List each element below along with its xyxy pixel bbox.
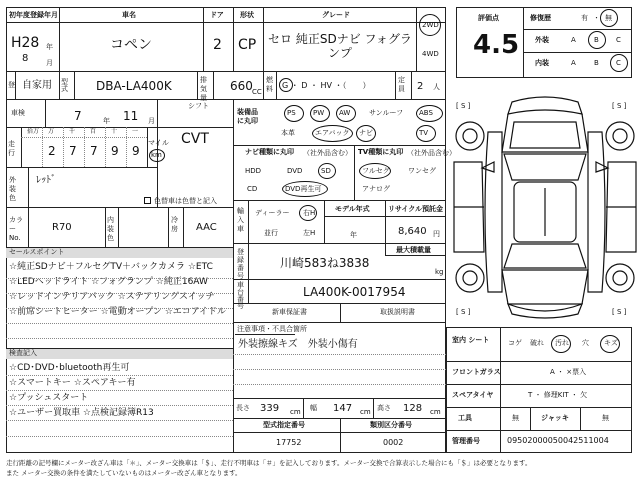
chassis-label: 車台番号 <box>237 281 244 310</box>
notes-text: 外装擦線キズ 外装小傷有 <box>238 339 358 350</box>
sales-point-line: ☆レッドインテリアパック ☆ステアリングスイッチ <box>9 292 215 302</box>
first-reg-era: H28 <box>11 35 40 51</box>
score-label: 評価点 <box>478 14 499 22</box>
navi-option: CD <box>247 185 258 193</box>
mileage-cell-divider <box>84 127 85 167</box>
interior-b: B <box>594 59 599 67</box>
mileage-digit: 7 <box>90 144 98 158</box>
seat-option: 穴 <box>582 339 589 347</box>
first-reg-month-unit: 月 <box>46 59 53 67</box>
exterior-a: A <box>571 36 576 44</box>
seat-option: キズ <box>604 339 618 347</box>
import-left-h: 左H <box>303 229 316 237</box>
sales-point-line: ☆LEDヘッドライト ☆フォグランプ ☆純正16AW <box>9 277 208 287</box>
spare-tire-options: T ・ 修理KIT ・ 欠 <box>528 391 588 399</box>
svg-text:[ S ]: [ S ] <box>612 308 627 316</box>
ac-value: AAC <box>196 222 217 233</box>
sales-point-line: ☆純正SDナビ＋フルセグTV＋バックカメラ ☆ETC <box>9 262 213 272</box>
drive-4wd: 4WD <box>422 50 439 58</box>
recycle-unit: 円 <box>433 230 440 238</box>
import-parallel: 並行 <box>264 229 278 237</box>
mileage-unit-label: 百 <box>90 128 97 135</box>
body-type-value: CP <box>238 37 257 53</box>
model-name: コペン <box>110 37 152 53</box>
reg-type-mark: 登 <box>8 81 15 89</box>
inspection-month-unit: 月 <box>148 117 155 125</box>
width-unit: cm <box>360 408 371 416</box>
equipment-item: PW <box>313 109 325 117</box>
interior-seat-options <box>500 327 632 361</box>
import-right-h: 右H <box>303 209 316 217</box>
class-code-label: 類別区分番号 <box>370 421 412 429</box>
chassis-value: LA400K-0017954 <box>303 285 406 299</box>
tv-option: アナログ <box>362 185 390 193</box>
import-dealer: ディーラー <box>255 209 290 217</box>
interior-color-label: 内装色 <box>107 216 114 242</box>
front-glass-label: フロントガラス <box>452 368 501 376</box>
model-code: DBA-LA400K <box>96 79 172 93</box>
tools-value: 無 <box>512 414 519 422</box>
width-label: 幅 <box>310 404 317 412</box>
manual-label: 取扱説明書 <box>380 308 415 316</box>
mileage-unit-label: 十 <box>111 128 118 135</box>
tv-label: TV種類に丸印 <box>358 148 404 156</box>
mileage-cell-divider <box>126 127 127 167</box>
max-load-label: 最大積載量 <box>396 246 431 254</box>
model-name-label: 車名 <box>122 11 136 19</box>
fuel-label: 燃料 <box>266 76 273 93</box>
interior-grade-label: 内装 <box>535 59 549 67</box>
degree-label: 修復歴 <box>530 14 551 22</box>
jack-value: 無 <box>602 414 609 422</box>
exterior-selected-circle <box>588 31 606 49</box>
mileage-unit-label: 万 <box>48 128 55 135</box>
tv-option: フルセグ <box>362 167 390 175</box>
capacity-value: 2 <box>417 81 424 92</box>
exterior-grade-label: 外装 <box>535 36 549 44</box>
model-code-label: 型式 <box>61 78 68 93</box>
displacement-label: 排気量 <box>200 76 207 102</box>
mileage-cell-divider <box>42 127 43 167</box>
length-unit: cm <box>290 408 301 416</box>
tv-option: ワンセグ <box>408 167 436 175</box>
inspection-year-unit: 年 <box>103 117 110 125</box>
recycle-value: 8,640 <box>398 226 427 237</box>
doors-label: ドア <box>210 11 224 19</box>
equipment-item: TV <box>419 129 429 137</box>
tv-options <box>354 158 446 200</box>
inspector-note-line: ☆プッシュスタート <box>9 393 89 403</box>
color-code-value: R70 <box>52 222 72 233</box>
mileage-cell-divider <box>63 127 64 167</box>
first-reg-label: 初年度登録年月 <box>9 11 58 19</box>
interior-c: C <box>616 59 621 67</box>
color-change-checkbox <box>144 197 151 204</box>
mileage-cell-divider <box>105 127 106 167</box>
svg-text:[ S ]: [ S ] <box>456 102 471 110</box>
degree-opt-yes: 有 <box>581 14 588 22</box>
mileage-label: 走行 <box>8 140 15 157</box>
equipment-item: サンルーフ <box>369 109 404 117</box>
inspection-year: 7 <box>74 109 82 123</box>
degree-selected-circle <box>600 9 618 27</box>
import-label: 輸入車 <box>237 207 244 233</box>
class-code-value: 0002 <box>383 438 404 447</box>
height-unit: cm <box>430 408 441 416</box>
navi-label: ナビ種類に丸印 <box>245 148 294 156</box>
score-value: 4.5 <box>473 30 520 60</box>
car-damage-diagram <box>452 92 638 322</box>
inspection-month: 11 <box>123 109 139 123</box>
equipment-item: PS <box>287 109 296 117</box>
reg-number-label: 登録番号 <box>237 248 244 280</box>
interior-seat-label: 室内 シート <box>452 336 490 344</box>
shift-label: シフト <box>188 102 209 110</box>
svg-text:[ S ]: [ S ] <box>612 102 627 110</box>
seat-option: コゲ <box>508 339 522 347</box>
km-label: km <box>151 151 162 159</box>
width-value: 147 <box>333 403 353 414</box>
height-value: 128 <box>403 403 423 414</box>
mileage-digits <box>21 127 147 167</box>
sales-point-line: ☆前席シートヒーター ☆電動オープン ☆エコアイドル <box>9 307 226 317</box>
equipment-items <box>233 99 446 145</box>
interior-selected-circle <box>610 54 628 72</box>
manage-no-label: 管理番号 <box>452 437 480 445</box>
inspection-label: 車検 <box>11 109 25 117</box>
equipment-item: エアバック <box>315 129 350 137</box>
degree-opt-no: 無 <box>605 14 612 22</box>
mileage-digit: 7 <box>69 144 77 158</box>
navi-options <box>233 158 354 200</box>
grade-value: セロ 純正SDナビ フォグラ ンプ <box>268 32 412 60</box>
fuel-selected-circle <box>279 78 293 92</box>
notes-label: 注意事項・不具合箇所 <box>237 325 307 333</box>
warranty-label: 新車保証書 <box>272 308 307 316</box>
interior-a: A <box>571 59 576 67</box>
mileage-digit: 9 <box>111 144 119 158</box>
type-code-value: 17752 <box>276 438 302 447</box>
length-label: 長さ <box>236 404 250 412</box>
inspector-note-line: ☆ユーザー買取車 ☆点検記録簿R13 <box>9 408 154 418</box>
first-reg-year-unit: 年 <box>46 43 53 51</box>
svg-text:[ S ]: [ S ] <box>456 308 471 316</box>
max-load-unit: kg <box>435 268 444 276</box>
fuel-options: G ・ D ・ HV ・（ ） <box>282 81 371 90</box>
tools-label: 工具 <box>458 414 472 422</box>
exterior-color-value: ﾚｯﾄﾞ <box>36 175 56 186</box>
displacement-unit: CC <box>252 88 262 96</box>
height-label: 高さ <box>377 404 391 412</box>
type-code-label: 型式指定番号 <box>263 421 305 429</box>
navi-option: HDD <box>245 167 262 175</box>
equipment-item: ABS <box>419 109 433 117</box>
navi-option: SD <box>321 167 331 175</box>
mile-label: マイル <box>148 139 169 147</box>
capacity-unit: 人 <box>433 83 440 91</box>
grade-label: グレード <box>322 11 350 19</box>
navi-option: DVD再生可 <box>285 185 322 193</box>
inspector-note-line: ☆スマートキー ☆スペアキー有 <box>9 378 136 388</box>
sales-points-label: セールスポイント <box>9 248 65 256</box>
inspector-notes-label: 検査記入 <box>9 349 37 357</box>
body-type-label: 形状 <box>240 11 254 19</box>
mileage-unit-label: 千 <box>69 128 76 135</box>
seat-option: 破れ <box>530 339 544 347</box>
mileage-digit: 2 <box>48 144 56 158</box>
exterior-b: B <box>594 36 599 44</box>
navi-option: DVD <box>287 167 303 175</box>
degree-sep: ・ <box>593 14 600 22</box>
equipment-item: AW <box>339 109 351 117</box>
doors-value: 2 <box>213 37 222 53</box>
equipment-item: ナビ <box>359 129 373 137</box>
model-year-label: モデル年式 <box>335 205 370 213</box>
mileage-digit: 9 <box>132 144 140 158</box>
displacement-value: 660 <box>230 79 253 93</box>
reg-number-value: 川崎583ね3838 <box>280 256 370 270</box>
equipment-item: 本革 <box>281 129 295 137</box>
equipment-label: 装備品に丸印 <box>237 108 258 125</box>
mileage-unit-label: 拾万 <box>27 128 40 135</box>
jack-label: ジャッキ <box>541 414 569 422</box>
spare-tire-label: スペアタイヤ <box>452 391 494 399</box>
exterior-color-label: 外装色 <box>9 176 16 202</box>
exterior-c: C <box>616 36 621 44</box>
length-value: 339 <box>260 403 280 414</box>
mileage-unit-label: 一 <box>132 128 139 135</box>
recycle-label: リサイクル預託金 <box>388 205 444 213</box>
tv-sub: （社外品含む） <box>407 149 456 157</box>
inspector-note-line: ☆CD･DVD･bluetooth再生可 <box>9 363 130 373</box>
exterior-color-note: 色替車は色替と記入 <box>154 197 217 205</box>
reg-type: 自家用 <box>22 80 52 91</box>
front-glass-options: A ・ ×票入 <box>550 368 587 376</box>
import-right-h-circle <box>299 205 317 221</box>
manage-no-value: 09502000050042511004 <box>507 436 609 445</box>
model-year-value: 年 <box>350 231 357 239</box>
color-code-label: カラー No. <box>9 216 23 242</box>
footer-line-2: また メーター交換の条件を満たしていないものはメーター改ざん車となります。 <box>6 469 242 477</box>
ac-label: 冷房 <box>171 216 178 233</box>
first-reg-month: 8 <box>22 53 29 64</box>
footer-line-1: 走行距離の記号欄にメーター改ざん車は「＊」、メーター交換車は「＄」、走行不明車は「＃」を記入しております。メーター交換で合算表示した場合にも「＄」は必要となります。 <box>6 459 532 467</box>
drive-2wd: 2WD <box>422 21 439 29</box>
navi-sub: （社外品含む） <box>303 149 352 157</box>
seat-option: 汚れ <box>555 339 569 347</box>
shift-value: CVT <box>181 131 209 147</box>
capacity-label: 定員 <box>398 76 405 93</box>
